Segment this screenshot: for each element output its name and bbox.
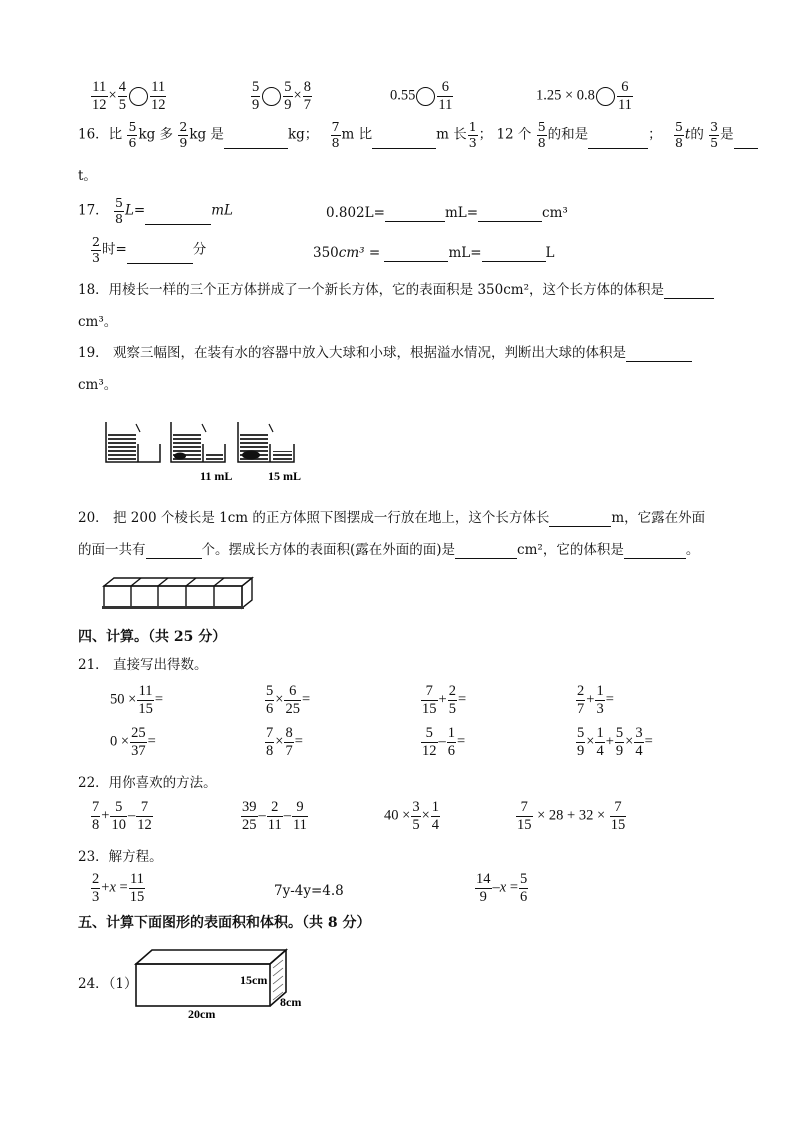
compare-circle[interactable] — [129, 87, 148, 106]
q20-line-2: 的面一共有 个。摆成长方体的表面积(露在外面的面)是 cm²，它的体积是 。 — [78, 542, 700, 558]
q17-line-1a: 17． $\frac{5}{8}$ L= mL — [78, 195, 233, 226]
q21-a: 50 × $\frac{11}{15}$ = — [110, 683, 163, 717]
q23-b: 7y-4y=4.8 — [274, 883, 344, 899]
answer-blank[interactable] — [588, 134, 648, 149]
q21-f: $\frac{7}{8}$ × $\frac{8}{7}$ = — [266, 725, 303, 759]
q24-label: 24．（1） — [78, 976, 138, 992]
q20-line-1: 20． 把 200 个棱长是 1cm 的正方体照下图摆成一行放在地上，这个长方体长 m，它露在外面 — [78, 510, 706, 526]
q22-a: $\frac{7}{8}$ + $\frac{5}{10}$ – $\frac{7}{12}$ — [92, 799, 152, 833]
q16-continuation: t。 — [78, 168, 97, 184]
answer-blank[interactable] — [385, 207, 445, 222]
q16-line: 16．比 $\frac{5}{6}$ kg 多 $\frac{2}{9}$ kg 是 kg； $\frac{7}{8}$ m 比 m 长 $\frac{1}{3}$ ； 12 个 $\frac{5}{8}$ 的和是 ； $\frac{5}{8}$ t的 $\frac{3}{5}$ 是 — [78, 121, 758, 149]
q21-e: 0 × $\frac{25}{37}$ = — [110, 725, 156, 759]
compare-circle[interactable] — [262, 87, 281, 106]
answer-blank[interactable] — [624, 544, 686, 559]
q23-c: $\frac{14}{9}$ –x = $\frac{5}{6}$ — [476, 871, 528, 905]
answer-blank[interactable] — [372, 134, 436, 149]
q22-b: $\frac{39}{25}$ – $\frac{2}{11}$ – $\frac{9}{11}$ — [242, 799, 307, 833]
q23-a: $\frac{2}{3}$ +x = $\frac{11}{15}$ — [92, 871, 145, 905]
q15-item-3: 0.55 $\frac{6}{11}$ — [390, 79, 453, 113]
q21-g: $\frac{5}{12}$ – $\frac{1}{6}$ = — [422, 725, 466, 759]
q17-line-1b: 0.802L= mL= cm³ — [326, 205, 568, 221]
label-11ml: 11 mL — [200, 469, 233, 483]
q21-c: $\frac{7}{15}$ + $\frac{2}{5}$ = — [422, 683, 467, 717]
q17-line-2b: 350cm³ = mL= L — [313, 245, 555, 261]
q21-b: $\frac{5}{6}$ × $\frac{6}{25}$ = — [266, 683, 311, 717]
compare-circle[interactable] — [596, 87, 615, 106]
answer-blank[interactable] — [482, 247, 546, 262]
section-4-title: 四、计算。（共 25 分） — [78, 629, 227, 645]
section-5-title: 五、计算下面图形的表面积和体积。（共 8 分） — [78, 915, 371, 931]
answer-blank[interactable] — [478, 207, 542, 222]
answer-blank[interactable] — [224, 134, 288, 149]
q17-line-2a: $\frac{2}{3}$ 时= 分 — [92, 234, 207, 265]
dim-height: 15cm — [240, 973, 268, 987]
q21-h: $\frac{5}{9}$ × $\frac{1}{4}$ + $\frac{5}{9}$ × $\frac{3}{4}$ = — [577, 725, 653, 759]
cuboid-figure — [130, 944, 310, 1024]
q22-c: 40 × $\frac{3}{5}$ × $\frac{1}{4}$ — [384, 799, 439, 833]
label-15ml: 15 mL — [268, 469, 301, 483]
q19-line-2: cm³。 — [78, 377, 118, 393]
answer-blank[interactable] — [734, 134, 758, 149]
container-large-ball — [238, 422, 294, 462]
answer-blank[interactable] — [549, 512, 611, 527]
cube-row-figure — [100, 576, 260, 612]
answer-blank[interactable] — [127, 249, 193, 264]
answer-blank[interactable] — [626, 347, 692, 362]
q18-line-1: 18．用棱长一样的三个正方体拼成了一个新长方体，它的表面积是 350cm²，这个长方体的体积是 — [78, 281, 714, 299]
q15-item-2: $\frac{5}{9}$ $\frac{5}{9}$ × $\frac{8}{7}$ — [252, 79, 311, 113]
answer-blank[interactable] — [146, 544, 202, 559]
q21-label: 21． 直接写出得数。 — [78, 657, 208, 673]
dim-length: 20cm — [188, 1007, 216, 1021]
q15-item-4: 1.25 × 0.8 $\frac{6}{11}$ — [536, 79, 632, 113]
dim-width: 8cm — [280, 995, 302, 1009]
q15-item-1: $\frac{11}{12}$ × $\frac{4}{5}$ $\frac{11}{12}$ — [92, 79, 166, 113]
q18-line-2: cm³。 — [78, 314, 118, 330]
q19-line-1: 19． 观察三幅图，在装有水的容器中放入大球和小球，根据溢水情况，判断出大球的体积是 — [78, 344, 692, 362]
q22-d: $\frac{7}{15}$ × 28 + 32 × $\frac{7}{15}$ — [517, 799, 626, 833]
answer-blank[interactable] — [384, 247, 448, 262]
container-empty — [106, 422, 160, 462]
overflow-containers-figure — [100, 414, 310, 484]
answer-blank[interactable] — [455, 544, 517, 559]
answer-blank[interactable] — [664, 284, 714, 299]
q23-label: 23．解方程。 — [78, 849, 163, 865]
q21-d: $\frac{2}{7}$ + $\frac{1}{3}$ = — [577, 683, 614, 717]
q22-label: 22．用你喜欢的方法。 — [78, 775, 217, 791]
container-small-ball — [171, 422, 225, 462]
answer-blank[interactable] — [145, 210, 211, 225]
compare-circle[interactable] — [416, 87, 435, 106]
